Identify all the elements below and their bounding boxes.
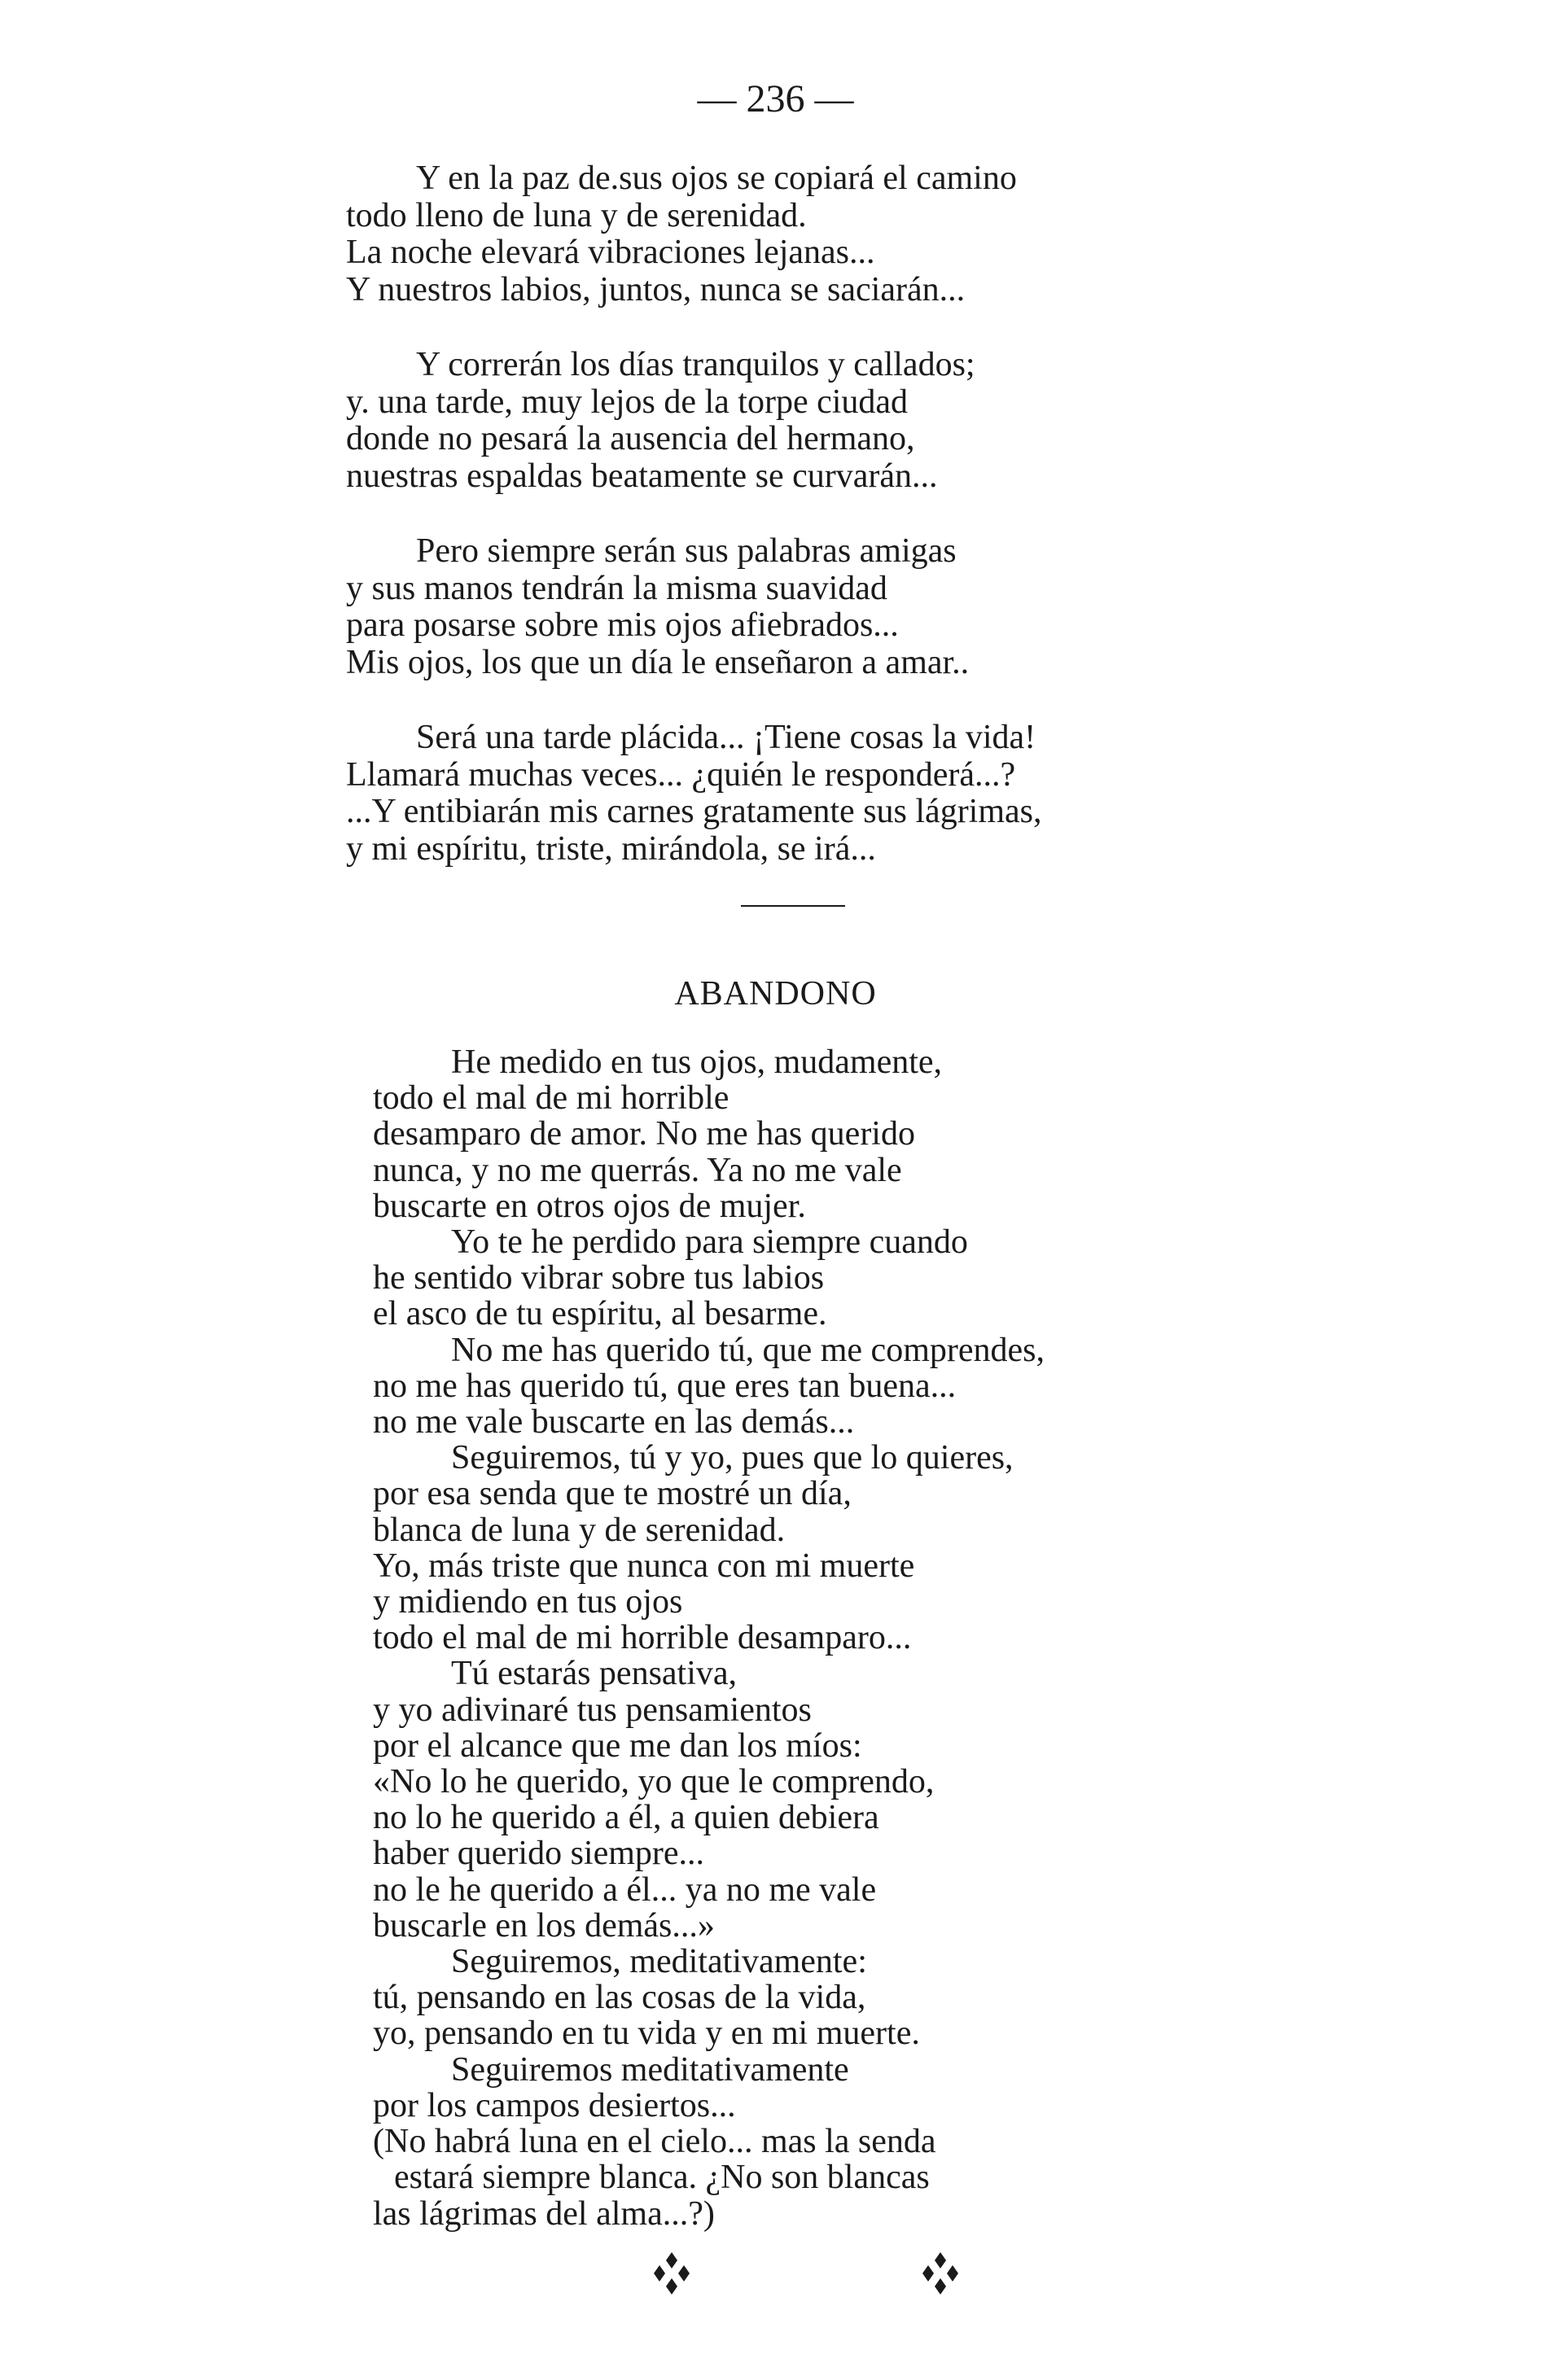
poem-line: no me has querido tú, que eres tan buena...: [373, 1367, 957, 1405]
poem-line: blanca de luna y de serenidad.: [373, 1511, 786, 1549]
poem-line: He medido en tus ojos, mudamente,: [451, 1043, 943, 1081]
poem-line: no lo he querido a él, a quien debiera: [373, 1799, 879, 1837]
poem-line: todo el mal de mi horrible: [373, 1079, 729, 1118]
poem-title: ABANDONO: [674, 975, 877, 1013]
poem-line: Yo, más triste que nunca con mi muerte: [373, 1547, 915, 1585]
poem-line: nuestras espaldas beatamente se curvarán...: [346, 457, 938, 495]
poem-line: No me has querido tú, que me comprendes,: [451, 1331, 1045, 1369]
first-poem: [346, 160, 1258, 906]
ornament-row: [0, 2251, 1551, 2308]
poem-line: Seguiremos meditativamente: [451, 2050, 849, 2089]
poem-line: nunca, y no me querrás. Ya no me vale: [373, 1151, 902, 1189]
poem-line: por el alcance que me dan los míos:: [373, 1726, 862, 1765]
poem-line: y midiendo en tus ojos: [373, 1583, 683, 1621]
poem-line: no le he querido a él... ya no me vale: [373, 1870, 877, 1909]
poem-line: las lágrimas del alma...?): [373, 2194, 715, 2233]
poem-line: todo el mal de mi horrible desamparo...: [373, 1619, 912, 1657]
poem-line: Yo te he perdido para siempre cuando: [451, 1223, 968, 1262]
poem-line: todo lleno de luna y de serenidad.: [346, 196, 807, 234]
poem-line: y mi espíritu, triste, mirándola, se irá...: [346, 829, 876, 868]
poem-line: La noche elevará vibraciones lejanas...: [346, 234, 875, 271]
poem-line: Y en la paz de.sus ojos se copiará el camino: [416, 160, 1017, 197]
poem-line: (No habrá luna en el cielo... mas la senda: [373, 2123, 936, 2161]
poem-line: no me vale buscarte en las demás...: [373, 1403, 855, 1442]
stanza: [346, 720, 1258, 868]
poem-line: yo, pensando en tu vida y en mi muerte.: [373, 2015, 920, 2053]
poem-line: donde no pesará la ausencia del hermano,: [346, 420, 915, 457]
poem-line: haber querido siempre...: [373, 1835, 705, 1873]
poem-line: Y correrán los días tranquilos y callados;: [416, 346, 975, 383]
poem-line: estará siempre blanca. ¿No son blancas: [394, 2159, 930, 2197]
poem-line: ...Y entibiarán mis carnes gratamente sus lágrimas,: [346, 793, 1042, 830]
poem-line: buscarte en otros ojos de mujer.: [373, 1187, 806, 1225]
poem-line: Será una tarde plácida... ¡Tiene cosas la vida!: [416, 719, 1036, 756]
four-diamond-ornament-icon: [920, 2251, 961, 2299]
section-divider: [741, 905, 845, 907]
poem-line: buscarle en los demás...»: [373, 1906, 715, 1945]
second-poem: [373, 1044, 1268, 2232]
poem-line: tú, pensando en las cosas de la vida,: [373, 1979, 866, 2017]
poem-line: y sus manos tendrán la misma suavidad: [346, 569, 887, 607]
stanza: [346, 533, 1258, 681]
poem-line: Y nuestros labios, juntos, nunca se saciarán...: [346, 270, 966, 308]
poem-line: Mis ojos, los que un día le enseñaron a amar..: [346, 643, 970, 681]
poem-line: y yo adivinaré tus pensamientos: [373, 1691, 812, 1729]
poem-line: Tú estarás pensativa,: [451, 1655, 738, 1693]
stanza: [346, 347, 1258, 495]
poem-line: para posarse sobre mis ojos afiebrados...: [346, 606, 899, 644]
poem-line: por los campos desiertos...: [373, 2086, 736, 2124]
stanza: [346, 160, 1258, 308]
poem-line: Seguiremos, tú y yo, pues que lo quieres,: [451, 1439, 1014, 1477]
poem-line: «No lo he querido, yo que le comprendo,: [373, 1763, 935, 1801]
poem-line: Llamará muchas veces... ¿quién le responderá...?: [346, 755, 1016, 794]
poem-line: y. una tarde, muy lejos de la torpe ciudad: [346, 383, 909, 421]
poem-line: he sentido vibrar sobre tus labios: [373, 1259, 825, 1297]
poem-line: por esa senda que te mostré un día,: [373, 1475, 852, 1513]
four-diamond-ornament-icon: [651, 2251, 692, 2299]
poem-line: Seguiremos, meditativamente:: [451, 1943, 867, 1981]
poem-line: Pero siempre serán sus palabras amigas: [416, 532, 957, 570]
poem-line: el asco de tu espíritu, al besarme.: [373, 1295, 827, 1333]
poem-line: desamparo de amor. No me has querido: [373, 1115, 915, 1153]
page-number: — 236 —: [697, 77, 854, 120]
